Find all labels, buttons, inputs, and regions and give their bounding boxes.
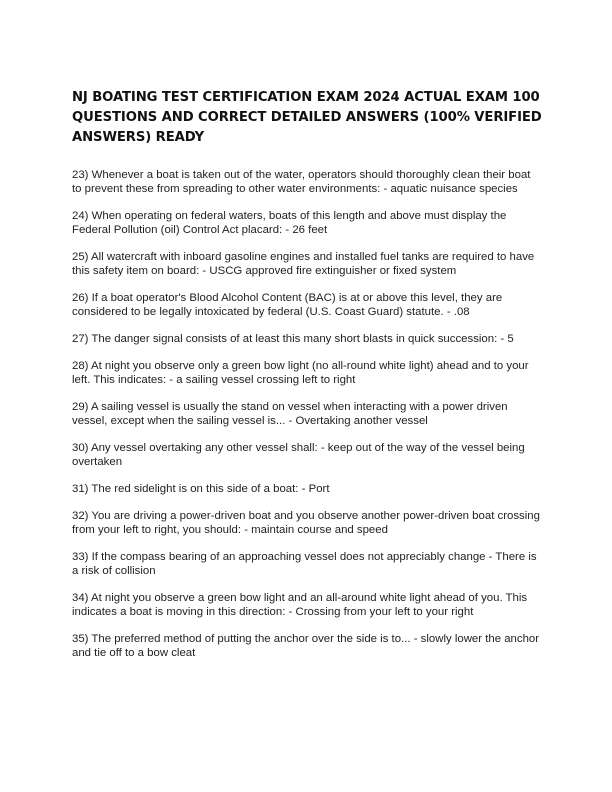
question-33: 33) If the compass bearing of an approaching vessel does not appreciably change - There is a risk of collision xyxy=(72,551,537,577)
question-23: 23) Whenever a boat is taken out of the water, operators should thoroughly clean their boat to prevent these from spreading to other water environments: - aquatic nuisance species xyxy=(72,169,531,195)
question-29: 29) A sailing vessel is usually the stand on vessel when interacting with a power driven vessel, except when the sailing vessel is... - Overtaking another vessel xyxy=(72,401,508,427)
question-list xyxy=(72,168,542,673)
question-25: 25) All watercraft with inboard gasoline engines and installed fuel tanks are required to have this safety item on board: - USCG approved fire extinguisher or fixed system xyxy=(72,251,535,277)
question-32: 32) You are driving a power-driven boat and you observe another power-driven boat crossing from your left to right, you should: - maintain course and speed xyxy=(72,510,540,536)
question-28: 28) At night you observe only a green bow light (no all-round white light) ahead and to your left. This indicates: - a sailing vessel crossing left to right xyxy=(72,360,529,386)
question-34: 34) At night you observe a green bow light and an all-around white light ahead of you. This indicates a boat is moving in this direction: - Crossing from your left to your right xyxy=(72,592,528,618)
question-31: 31) The red sidelight is on this side of a boat: - Port xyxy=(72,483,330,495)
document-title: NJ BOATING TEST CERTIFICATION EXAM 2024 ACTUAL EXAM 100 QUESTIONS AND CORRECT DETAILED ANSWERS (100% VERIFIED ANSWERS) READY xyxy=(72,90,542,145)
question-30: 30) Any vessel overtaking any other vessel shall: - keep out of the way of the vessel being overtaken xyxy=(72,442,525,468)
question-27: 27) The danger signal consists of at least this many short blasts in quick succession: - 5 xyxy=(72,333,514,345)
question-35: 35) The preferred method of putting the anchor over the side is to... - slowly lower the anchor and tie off to a bow cleat xyxy=(72,633,540,659)
question-24: 24) When operating on federal waters, boats of this length and above must display the Federal Pollution (oil) Control Act placard: - 26 feet xyxy=(72,210,507,236)
question-26: 26) If a boat operator's Blood Alcohol Content (BAC) is at or above this level, they are considered to be legally intoxicated by federal (U.S. Coast Guard) statute. - .08 xyxy=(72,292,503,318)
